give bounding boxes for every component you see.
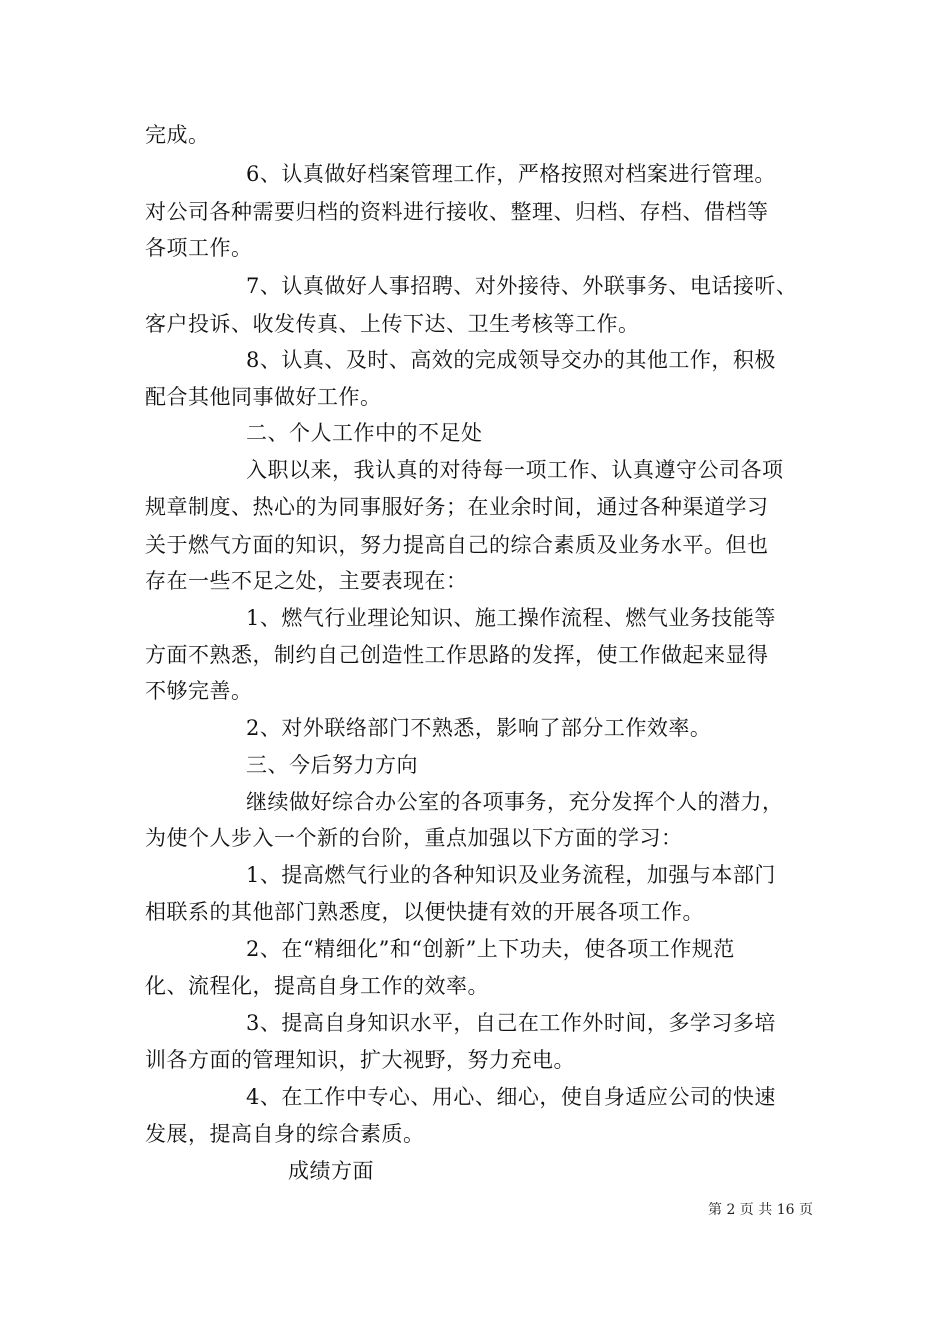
text-line: 规章制度、热心的为同事服好务；在业余时间，通过各种渠道学习 xyxy=(145,495,769,519)
text-line: 2、对外联络部门不熟悉，影响了部分工作效率。 xyxy=(246,716,712,740)
text-line: 6、认真做好档案管理工作，严格按照对档案进行管理。 xyxy=(246,162,776,186)
text-line: 为使个人步入一个新的台阶，重点加强以下方面的学习： xyxy=(145,826,683,850)
text-line: 1、燃气行业理论知识、施工操作流程、燃气业务技能等 xyxy=(246,606,776,630)
text-line: 完成。 xyxy=(145,123,210,147)
text-line: 3、提高自身知识水平，自己在工作外时间，多学习多培 xyxy=(246,1011,776,1035)
text-line: 8、认真、及时、高效的完成领导交办的其他工作，积极 xyxy=(246,348,776,372)
section-heading: 三、今后努力方向 xyxy=(246,753,418,777)
text-line: 训各方面的管理知识，扩大视野，努力充电。 xyxy=(145,1048,575,1072)
section-heading: 二、个人工作中的不足处 xyxy=(246,421,483,445)
text-line: 对公司各种需要归档的资料进行接收、整理、归档、存档、借档等 xyxy=(145,200,769,224)
text-line: 7、认真做好人事招聘、对外接待、外联事务、电话接听、 xyxy=(246,274,798,298)
text-line: 相联系的其他部门熟悉度，以便快捷有效的开展各项工作。 xyxy=(145,900,704,924)
text-line: 1、提高燃气行业的各种知识及业务流程，加强与本部门 xyxy=(246,863,776,887)
text-line: 各项工作。 xyxy=(145,236,253,260)
text-line: 入职以来，我认真的对待每一项工作、认真遵守公司各项 xyxy=(246,458,784,482)
text-line: 不够完善。 xyxy=(145,679,253,703)
text-line: 方面不熟悉，制约自己创造性工作思路的发挥，使工作做起来显得 xyxy=(145,643,769,667)
page-number-footer: 第 2 页 共 16 页 xyxy=(708,1202,813,1218)
text-line: 存在一些不足之处，主要表现在： xyxy=(145,569,468,593)
text-line: 化、流程化，提高自身工作的效率。 xyxy=(145,974,489,998)
text-line: 发展，提高自身的综合素质。 xyxy=(145,1122,425,1146)
text-line: 配合其他同事做好工作。 xyxy=(145,385,382,409)
text-line: 2、在“精细化”和“创新”上下功夫，使各项工作规范 xyxy=(246,937,735,961)
text-line: 客户投诉、收发传真、上传下达、卫生考核等工作。 xyxy=(145,312,640,336)
text-line: 关于燃气方面的知识，努力提高自己的综合素质及业务水平。但也 xyxy=(145,533,769,557)
text-line: 4、在工作中专心、用心、细心，使自身适应公司的快速 xyxy=(246,1085,776,1109)
text-line: 继续做好综合办公室的各项事务，充分发挥个人的潜力， xyxy=(246,790,784,814)
section-heading: 成绩方面 xyxy=(288,1159,374,1183)
